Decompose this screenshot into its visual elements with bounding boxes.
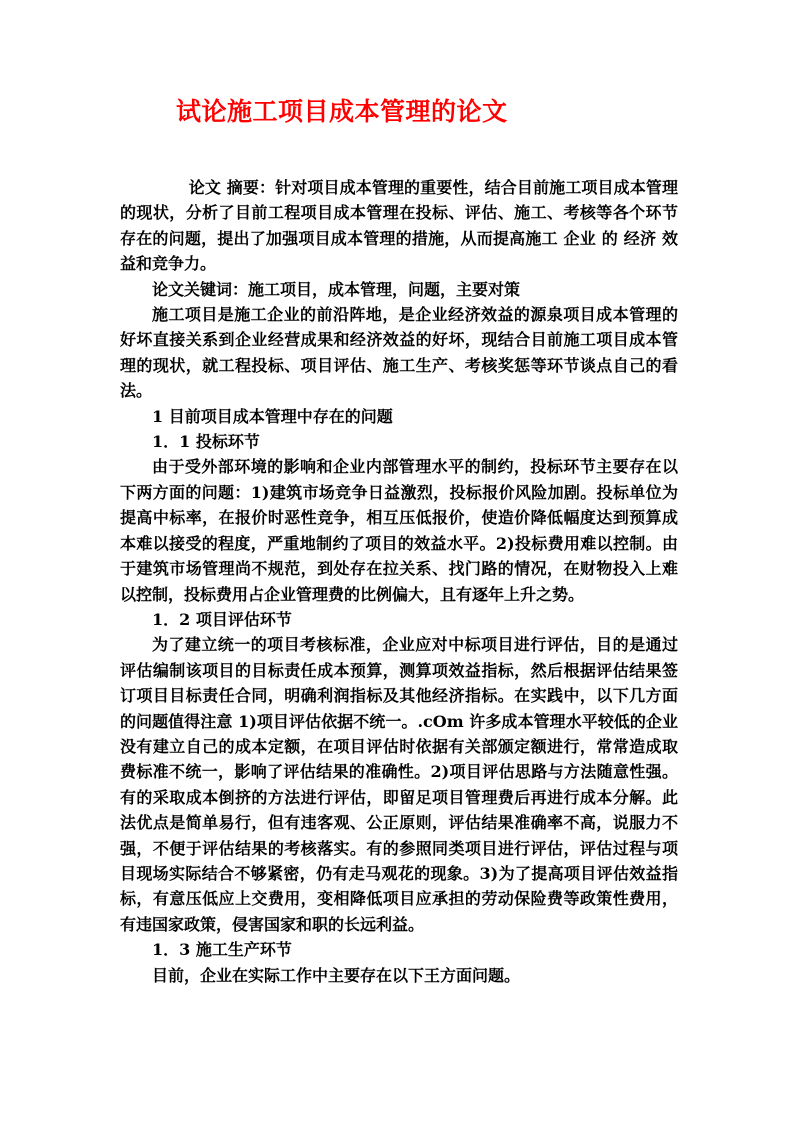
section-heading-1: 1 目前项目成本管理中存在的问题 [152, 406, 393, 426]
document-body [120, 175, 678, 988]
intro-paragraph: 施工项目是施工企业的前沿阵地，是企业经济效益的源泉项目成本管理的好坏直接关系到企业经营成果和经济效益的好坏，现结合目前施工项目成本管理的现状，就工程投标、项目评估、施工生产、考核奖惩等环节谈点自己的看法。 [120, 305, 678, 401]
evaluation-paragraph: 为了建立统一的项目考核标准，企业应对中标项目进行评估，目的是通过评估编制该项目的目标责任成本预算，测算项效益指标，然后根据评估结果签订项目目标责任合同，明确利润指标及其他经济指标。在实践中，以下几方面的问题值得注意 1)项目评估依据不统一。.cOm 许多成本管理水平较低的企业没有建立自己的成本定额，在项目评估时依据有关部颁定额进行，常常造成取费标准不统一，影响了评估结果的准确性。2)项目评估思路与方法随意性强。有的采取成本倒挤的方法进行评估，即留足项目管理费后再进行成本分解。此法优点是简单易行，但有违客观、公正原则，评估结果准确率不高，说服力不强，不便于评估结果的考核落实。有的参照同类项目进行评估，评估过程与项目现场实际结合不够紧密，仍有走马观花的现象。3)为了提高项目评估效益指标，有意压低应上交费用，变相降低项目应承担的劳动保险费等政策性费用，有违国家政策，侵害国家和职的长远利益。 [120, 635, 678, 934]
subsection-heading-1-2: 1．2 项目评估环节 [152, 609, 292, 629]
bidding-paragraph: 由于受外部环境的影响和企业内部管理水平的制约，投标环节主要存在以下两方面的问题：1)建筑市场竞争日益激烈，投标报价风险加剧。投标单位为提高中标率，在报价时恶性竞争，相互压低报价，使造价降低幅度达到预算成本难以接受的程度，严重地制约了项目的效益水平。2)投标费用难以控制。由于建筑市场管理尚不规范，到处存在拉关系、找门路的情况，在财物投入上难以控制，投标费用占企业管理费的比例偏大，且有逐年上升之势。 [120, 457, 678, 604]
subsection-heading-1-3: 1．3 施工生产环节 [152, 940, 292, 960]
subsection-heading-1-1: 1．1 投标环节 [152, 432, 260, 452]
abstract-paragraph: 论文 摘要：针对项目成本管理的重要性，结合目前施工项目成本管理的现状，分析了目前工程项目成本管理在投标、评估、施工、考核等各个环节存在的问题，提出了加强项目成本管理的措施，从而提高施工 企业 的 经济 效益和竞争力。 [120, 178, 678, 274]
document-title: 试论施工项目成本管理的论文 [176, 97, 508, 126]
keywords-paragraph: 论文关键词：施工项目，成本管理，问题，主要对策 [152, 279, 521, 299]
construction-paragraph: 目前，企业在实际工作中主要存在以下王方面问题。 [152, 965, 521, 985]
